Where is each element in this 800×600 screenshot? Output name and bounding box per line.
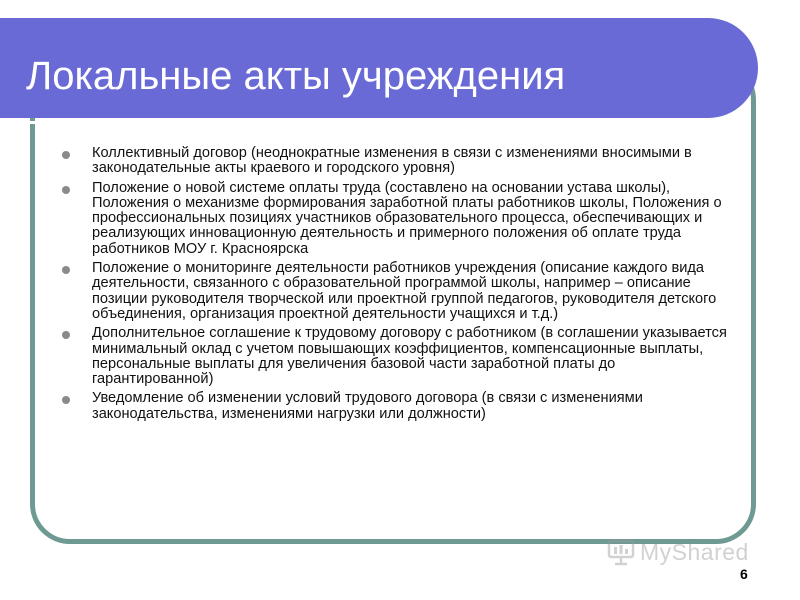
bullet-dot-icon bbox=[62, 266, 70, 274]
bullet-dot-icon bbox=[62, 151, 70, 159]
bullet-item bbox=[58, 391, 730, 422]
bullet-text: Уведомление об изменении условий трудового договора (в связи с изменениями законодательства, изменениями нагрузки или должности) bbox=[92, 390, 643, 422]
bullet-text: Положение о новой системе оплаты труда (составлено на основании устава школы), Положения о механизме формирования заработной платы работников школы, Положения о профессиональных позициях участников образовательного процесса, обеспечивающих и реализующих инновационную деятельность и примерного положения об оплате труда работников МОУ г. Красноярска bbox=[92, 179, 722, 257]
watermark-text: MyShared bbox=[640, 538, 749, 565]
presentation-board-icon bbox=[606, 537, 636, 567]
bullet-dot-icon bbox=[62, 396, 70, 404]
bullet-text: Положение о мониторинге деятельности работников учреждения (описание каждого вида деятельности, связанного с образовательной программой школы, например – описание позиции руководителя творческой или проектной группой педагогов, руководителя детского объединения, организация проектной деятельности учащихся и т.д.) bbox=[92, 260, 717, 322]
title-bar bbox=[0, 18, 758, 118]
bullet-item bbox=[58, 261, 730, 322]
bullet-text: Дополнительное соглашение к трудовому договору с работником (в соглашении указывается минимальный оклад с учетом повышающих коэффициентов, компенсационные выплаты, персональные выплаты для увеличения базовой части заработной платы до гарантированной) bbox=[92, 325, 727, 388]
bullet-list bbox=[58, 146, 730, 426]
bullet-dot-icon bbox=[62, 186, 70, 194]
bullet-item bbox=[58, 326, 730, 387]
bullet-item bbox=[58, 181, 730, 257]
page-number: 6 bbox=[740, 566, 748, 582]
title-underline bbox=[0, 121, 706, 124]
bullet-dot-icon bbox=[62, 331, 70, 339]
watermark-logo bbox=[606, 534, 749, 570]
bullet-item bbox=[58, 146, 730, 177]
slide-title: Локальные акты учреждения bbox=[26, 54, 566, 98]
bullet-text: Коллективный договор (неоднократные изменения в связи с изменениями вносимыми в законодательные акты краевого и городского уровня) bbox=[92, 145, 692, 177]
